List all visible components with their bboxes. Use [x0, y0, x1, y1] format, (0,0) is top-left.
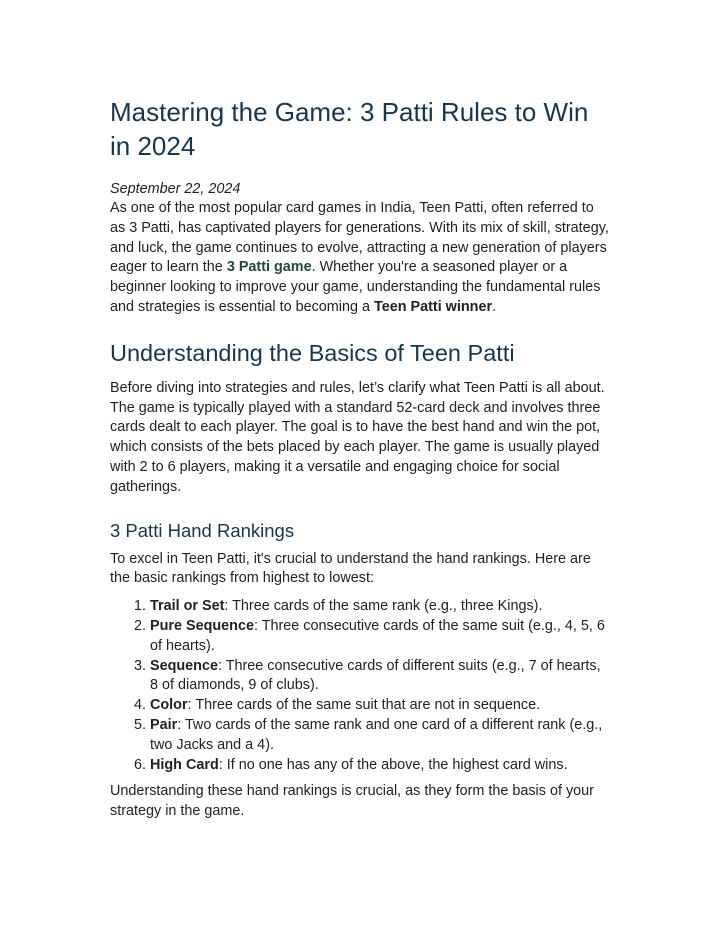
- list-item: [150, 716, 610, 756]
- 3-patti-game-link[interactable]: 3 Patti game: [226, 259, 312, 276]
- publish-date: September 22, 2024: [110, 181, 241, 197]
- rankings-heading: 3 Patti Hand Rankings: [110, 519, 295, 541]
- ranking-description: : Two cards of the same rank and one card of a different rank (e.g., two Jacks and a 4).: [150, 716, 603, 753]
- ranking-term: Color: [150, 697, 188, 714]
- teen-patti-winner-text: Teen Patti winner: [373, 298, 493, 315]
- intro-text-3: .: [492, 298, 497, 315]
- rankings-intro-paragraph: To excel in Teen Patti, it's crucial to understand the hand rankings. Here are the basic rankings from highest to lowest:: [110, 550, 591, 587]
- ranking-description: : Three cards of the same rank (e.g., three Kings).: [224, 598, 543, 615]
- article-content: [110, 95, 610, 822]
- basics-paragraph: Before diving into strategies and rules, let’s clarify what Teen Patti is all about. The game is typically played with a standard 52-card deck and involves three cards dealt to each player. The goal is to have the best hand and win the pot, which consists of the bets placed by each player. The game is usually played with 2 to 6 players, making it a versatile and engaging choice for social gatherings.: [110, 379, 605, 495]
- rankings-list: [110, 597, 610, 775]
- ranking-description: : If no one has any of the above, the highest card wins.: [218, 756, 568, 773]
- list-item: [150, 657, 610, 697]
- list-item: [150, 756, 610, 776]
- closing-paragraph: Understanding these hand rankings is crucial, as they form the basis of your strategy in the game.: [110, 783, 594, 820]
- ranking-description: : Three consecutive cards of different suits (e.g., 7 of hearts, 8 of diamonds, 9 of clubs).: [150, 657, 601, 694]
- ranking-term: Pure Sequence: [150, 617, 254, 634]
- intro-text-1: As one of the most popular card games in India, Teen Patti, often referred to as 3 Patti, has captivated players for generations. With its mix of skill, strategy, and luck, the game continues to evolve, attracting a new generation of players eager to learn the: [110, 200, 609, 276]
- ranking-description: : Three cards of the same suit that are not in sequence.: [187, 697, 541, 714]
- article-title: Mastering the Game: 3 Patti Rules to Win in 2024: [110, 97, 589, 161]
- ranking-term: High Card: [150, 756, 219, 773]
- list-item: [150, 696, 610, 716]
- ranking-term: Sequence: [150, 657, 218, 674]
- ranking-term: Trail or Set: [150, 598, 225, 615]
- intro-paragraph: [110, 199, 610, 318]
- ranking-term: Pair: [150, 716, 178, 733]
- ranking-description: : Three consecutive cards of the same suit (e.g., 4, 5, 6 of hearts).: [150, 617, 605, 654]
- list-item: [150, 617, 610, 657]
- list-item: [150, 597, 610, 617]
- intro-text-2: . Whether you're a seasoned player or a beginner looking to improve your game, understanding the fundamental rules and strategies is essential to becoming a: [110, 259, 601, 315]
- basics-heading: Understanding the Basics of Teen Patti: [110, 339, 515, 366]
